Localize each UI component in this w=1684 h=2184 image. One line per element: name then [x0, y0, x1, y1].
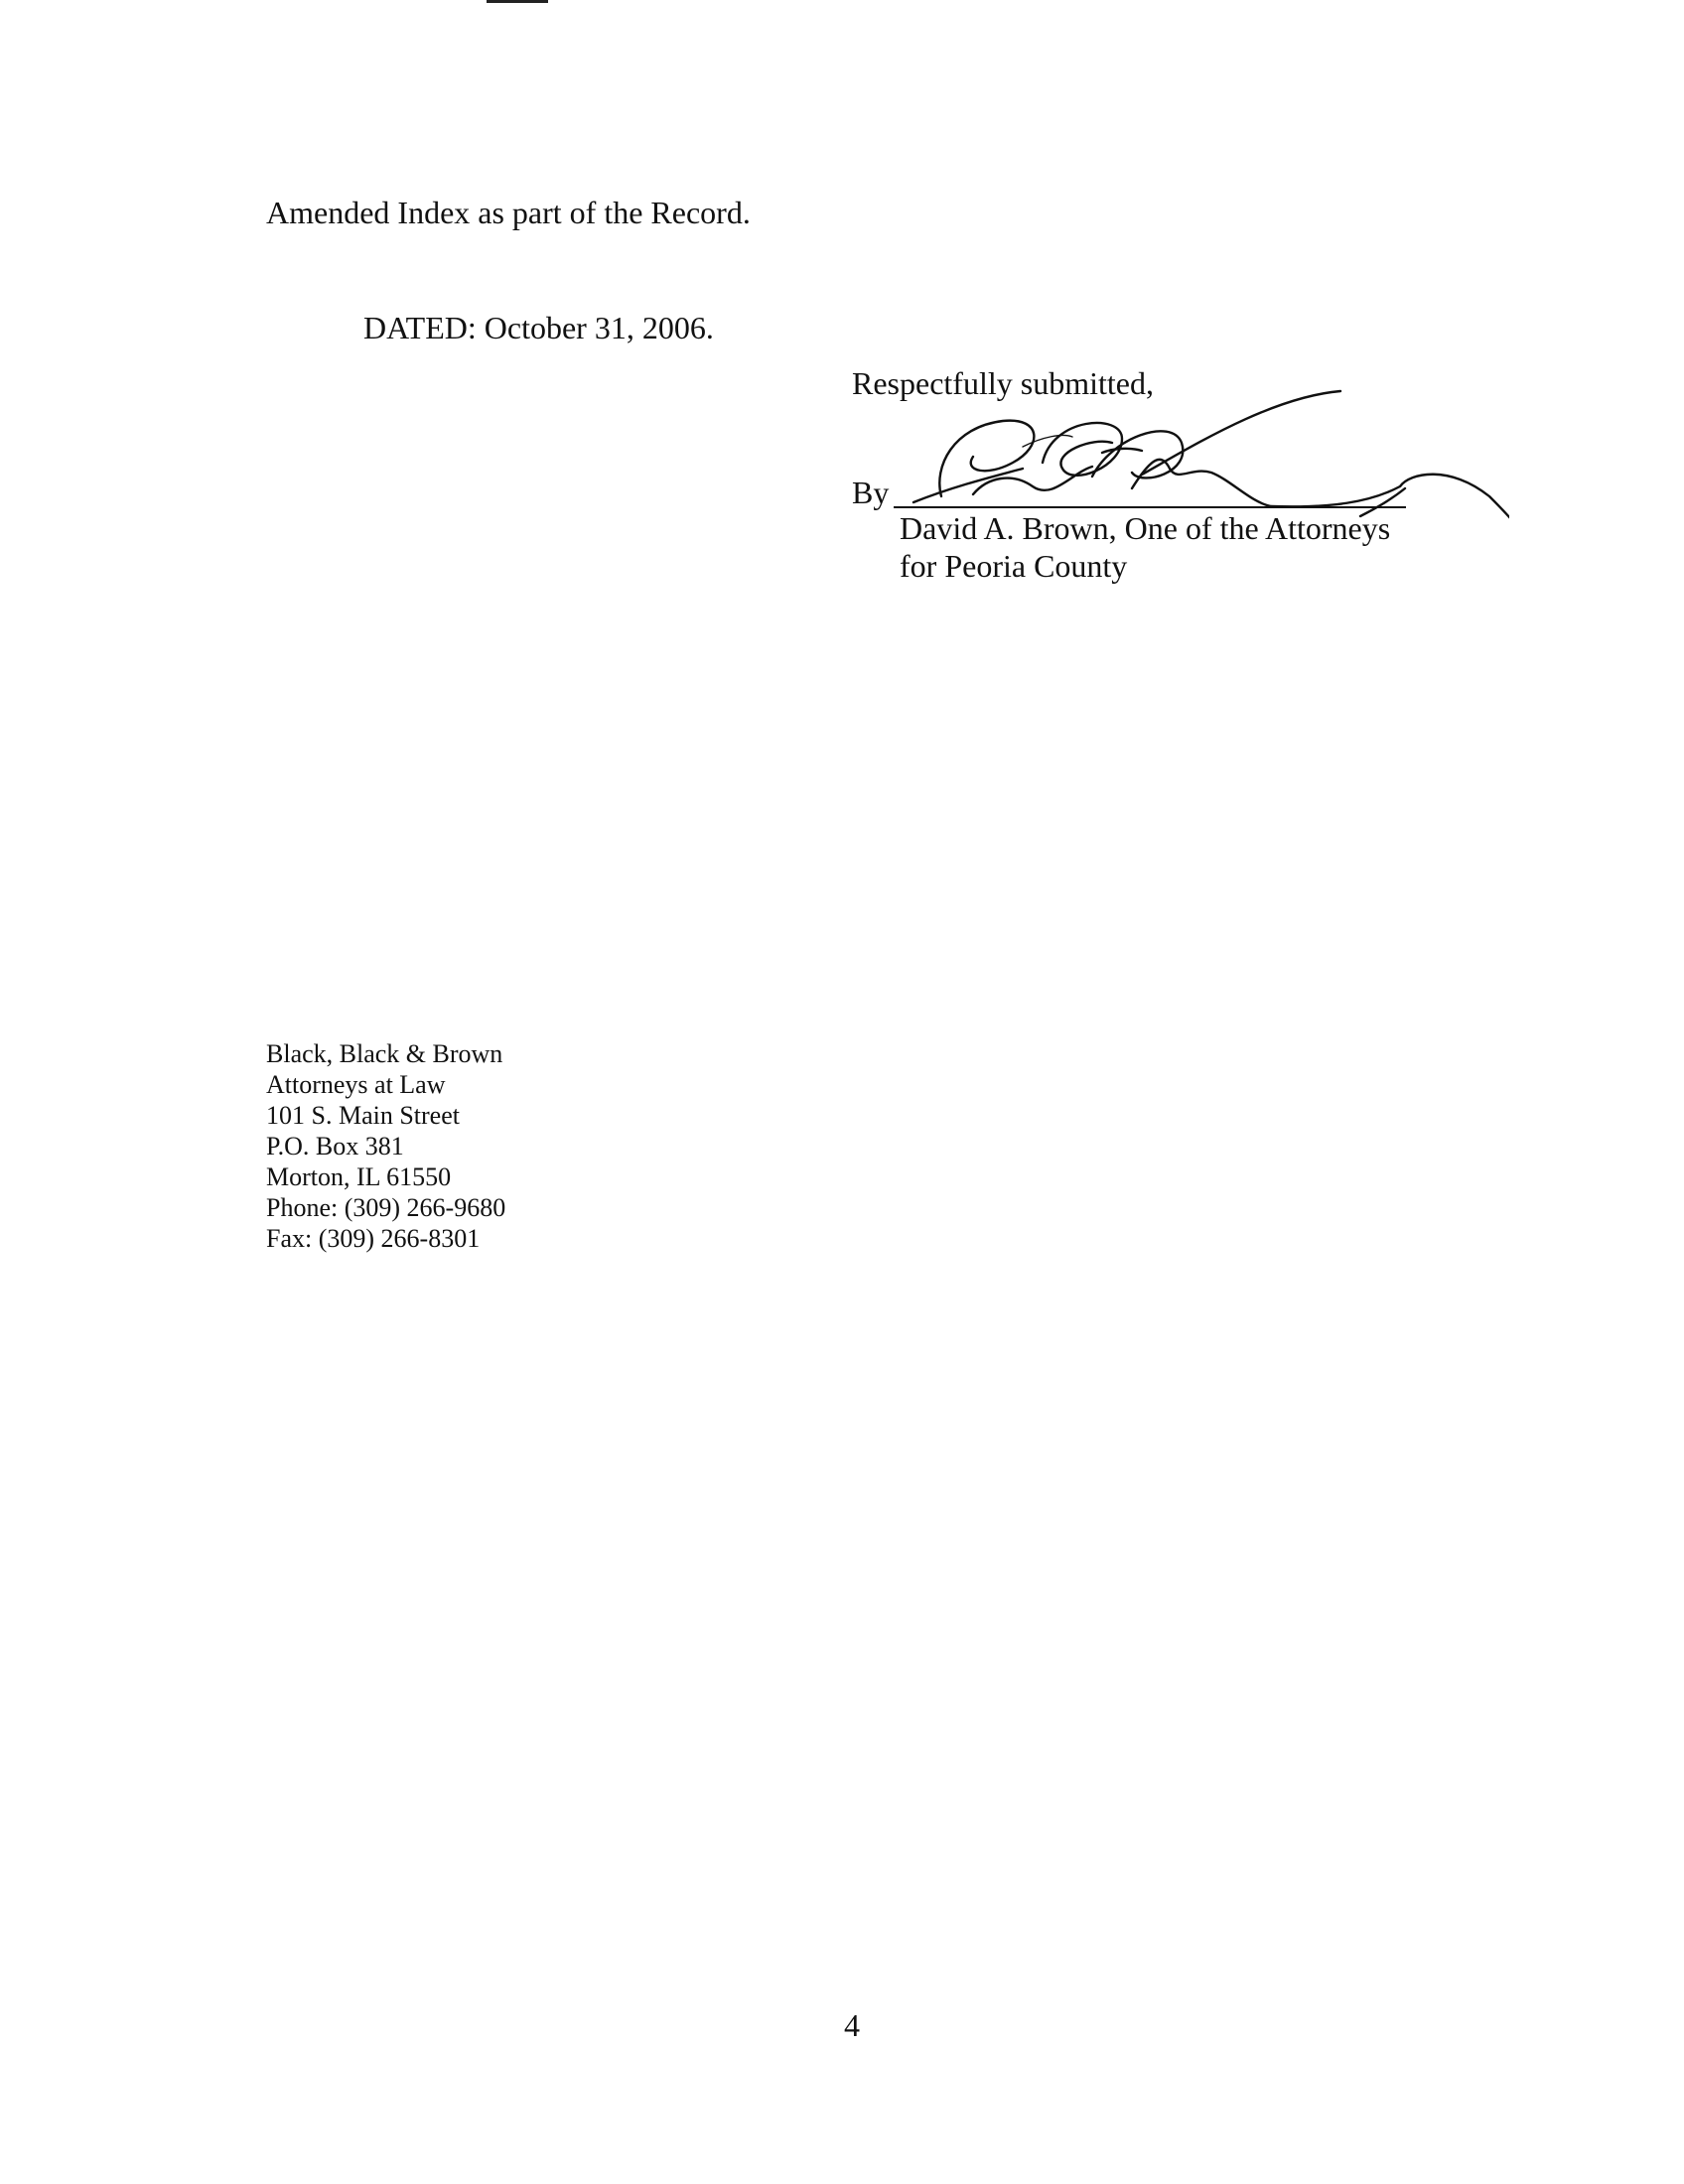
address-line: Morton, IL 61550 — [266, 1162, 452, 1191]
dated-line: DATED: October 31, 2006. — [363, 310, 714, 345]
address-line: 101 S. Main Street — [266, 1101, 460, 1130]
address-line: Attorneys at Law — [266, 1070, 446, 1099]
continuation-text: Amended Index as part of the Record. — [266, 195, 751, 230]
page-number: 4 — [844, 2007, 860, 2043]
address-line: Black, Black & Brown — [266, 1039, 503, 1068]
signer-name: David A. Brown, One of the Attorneys — [900, 510, 1391, 546]
by-label: By — [852, 475, 890, 510]
firm-address-block — [266, 1038, 505, 1254]
signer-role: for Peoria County — [900, 548, 1128, 584]
address-line: Fax: (309) 266-8301 — [266, 1224, 481, 1253]
address-line: P.O. Box 381 — [266, 1132, 404, 1160]
address-line: Phone: (309) 266-9680 — [266, 1193, 506, 1222]
top-edge-mark — [487, 0, 548, 3]
closing-line: Respectfully submitted, — [852, 365, 1154, 401]
